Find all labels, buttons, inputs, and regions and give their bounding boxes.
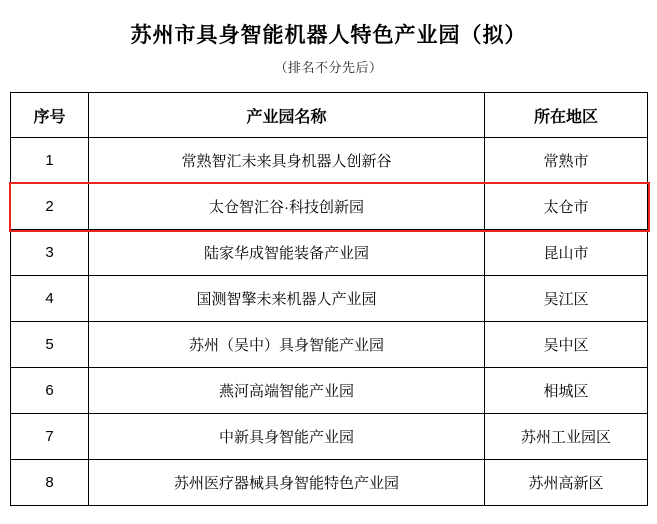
cell-name: 燕河高端智能产业园 (89, 368, 485, 414)
cell-area: 苏州高新区 (485, 460, 648, 506)
table-row (11, 276, 648, 322)
table-row (11, 230, 648, 276)
page-title: 苏州市具身智能机器人特色产业园（拟） (130, 24, 527, 47)
page-subtitle: （排名不分先后） (274, 60, 383, 76)
industrial-park-table (10, 92, 648, 506)
cell-name: 中新具身智能产业园 (89, 414, 485, 460)
table-header-row (11, 93, 648, 138)
table-header (11, 93, 648, 138)
column-header-no: 序号 (11, 93, 89, 138)
cell-name: 太仓智汇谷·科技创新园 (89, 184, 485, 230)
cell-area: 吴江区 (485, 276, 648, 322)
table-row (11, 322, 648, 368)
title-block (0, 0, 657, 76)
cell-area: 苏州工业园区 (485, 414, 648, 460)
column-header-name: 产业园名称 (89, 93, 485, 138)
cell-no: 6 (11, 368, 89, 414)
cell-area: 吴中区 (485, 322, 648, 368)
cell-name: 苏州医疗器械具身智能特色产业园 (89, 460, 485, 506)
table-row (11, 368, 648, 414)
cell-name: 国测智擎未来机器人产业园 (89, 276, 485, 322)
cell-no: 1 (11, 138, 89, 184)
cell-name: 常熟智汇未来具身机器人创新谷 (89, 138, 485, 184)
cell-area: 相城区 (485, 368, 648, 414)
cell-name: 陆家华成智能装备产业园 (89, 230, 485, 276)
table-body (11, 138, 648, 506)
cell-area: 常熟市 (485, 138, 648, 184)
table-row (11, 138, 648, 184)
table-row (11, 414, 648, 460)
column-header-area: 所在地区 (485, 93, 648, 138)
cell-no: 2 (11, 184, 89, 230)
cell-no: 7 (11, 414, 89, 460)
table-container (10, 92, 647, 506)
table-row-highlighted (11, 184, 648, 230)
cell-name: 苏州（吴中）具身智能产业园 (89, 322, 485, 368)
cell-no: 8 (11, 460, 89, 506)
table-row (11, 460, 648, 506)
cell-area: 昆山市 (485, 230, 648, 276)
cell-area: 太仓市 (485, 184, 648, 230)
cell-no: 3 (11, 230, 89, 276)
cell-no: 4 (11, 276, 89, 322)
cell-no: 5 (11, 322, 89, 368)
